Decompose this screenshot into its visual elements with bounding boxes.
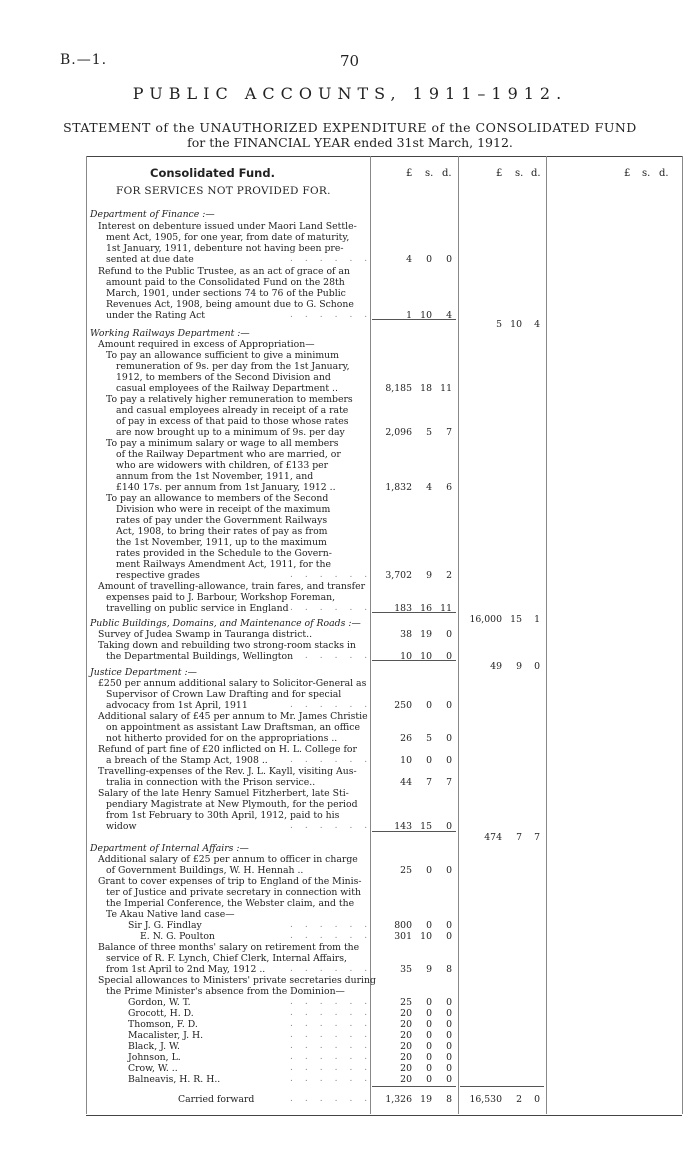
amount-shillings: 7	[516, 832, 522, 843]
amount-pounds: 4	[406, 254, 412, 265]
line-item: widow	[106, 821, 137, 832]
line-item: are now brought up to a minimum of 9s. per day	[116, 427, 345, 438]
subtotal-rule	[460, 1086, 544, 1087]
line-item: amount paid to the Consolidated Fund on the 28th	[106, 277, 345, 288]
line-item: Refund to the Public Trustee, as an act of grace of an	[98, 266, 350, 277]
department-heading: Department of Internal Affairs :—	[90, 843, 249, 854]
column-divider	[546, 156, 547, 1114]
amount-pence: 0	[534, 661, 540, 672]
amount-shillings: 0	[426, 1074, 432, 1085]
line-item: who are widowers with children, of £133 per	[116, 460, 329, 471]
line-item: Crow, W. ..	[128, 1063, 178, 1074]
department-heading: Public Buildings, Domains, and Maintenance of Roads :—	[90, 618, 361, 629]
amount-shillings: 0	[426, 920, 432, 931]
line-item: Thomson, F. D.	[128, 1019, 198, 1030]
amount-pence: 0	[446, 629, 452, 640]
amount-pounds: 20	[400, 1008, 412, 1019]
amount-pounds: 16,000	[469, 614, 502, 625]
line-item: the Imperial Conference, the Webster claim, and the	[106, 898, 355, 909]
line-item: ter of Justice and private secretary in connection with	[106, 887, 361, 898]
amount-shillings: 0	[426, 1041, 432, 1052]
line-item: Macalister, J. H.	[128, 1030, 204, 1041]
line-item: March, 1901, under sections 74 to 76 of the Public	[106, 288, 346, 299]
pence-header: d.	[442, 168, 452, 179]
pound-header: £	[624, 168, 631, 179]
line-item: sented at due date	[106, 254, 194, 265]
line-item: £140 17s. per annum from 1st January, 1912 ..	[116, 482, 336, 493]
amount-pence: 0	[446, 1063, 452, 1074]
line-item: of pay in excess of that paid to those whose rates	[116, 416, 349, 427]
subtotal-rule	[372, 1086, 456, 1087]
line-item: Special allowances to Ministers' private secretaries during	[98, 975, 376, 986]
amount-pounds: 25	[400, 865, 412, 876]
amount-pounds: 20	[400, 1074, 412, 1085]
amount-shillings: 15	[510, 614, 522, 625]
amount-pence: 7	[446, 777, 452, 788]
line-item: Division who were in receipt of the maximum	[116, 504, 331, 515]
amount-pounds: 20	[400, 1063, 412, 1074]
department-heading: Department of Finance :—	[90, 209, 215, 220]
amount-pounds: 35	[400, 964, 412, 975]
table-subheading: FOR SERVICES NOT PROVIDED FOR.	[116, 185, 331, 197]
amount-pence: 0	[446, 733, 452, 744]
line-item: travelling on public service in England	[106, 603, 289, 614]
amount-shillings: 10	[510, 319, 522, 330]
line-item: To pay an allowance to members of the Second	[106, 493, 329, 504]
amount-pence: 6	[446, 482, 452, 493]
line-item: Additional salary of £45 per annum to Mr. James Christie	[98, 711, 368, 722]
page-number: 70	[340, 52, 360, 70]
line-item: a breach of the Stamp Act, 1908 ..	[106, 755, 268, 766]
amount-shillings: 10	[420, 931, 432, 942]
amount-shillings: 0	[426, 997, 432, 1008]
amount-shillings: 5	[426, 733, 432, 744]
line-item: tralia in connection with the Prison service..	[106, 777, 316, 788]
line-item: of the Railway Department who are married, or	[116, 449, 341, 460]
amount-pence: 0	[446, 821, 452, 832]
amount-pence: 0	[446, 1008, 452, 1019]
shilling-header: s.	[425, 168, 434, 179]
statement-title: STATEMENT of the UNAUTHORIZED EXPENDITURE of the CONSOLIDATED FUND	[63, 120, 637, 135]
table-border-right	[682, 156, 683, 1114]
table-border-left	[86, 156, 87, 1114]
amount-pence: 7	[534, 832, 540, 843]
line-item: the Departmental Buildings, Wellington	[106, 651, 294, 662]
line-item: on appointment as assistant Law Draftsman, an office	[106, 722, 360, 733]
amount-pounds: 301	[394, 931, 412, 942]
amount-pounds: 5	[496, 319, 502, 330]
line-item: annum from the 1st November, 1911, and	[116, 471, 314, 482]
amount-pounds: 20	[400, 1041, 412, 1052]
amount-pounds: 25	[400, 997, 412, 1008]
line-item: expenses paid to J. Barbour, Workshop Foreman,	[106, 592, 336, 603]
line-item: Carried forward	[178, 1094, 255, 1105]
amount-shillings: 0	[426, 1063, 432, 1074]
line-item: Refund of part fine of £20 inflicted on H. L. College for	[98, 744, 357, 755]
amount-pence: 0	[446, 865, 452, 876]
line-item: respective grades	[116, 570, 200, 581]
column-divider	[458, 156, 459, 1114]
leader-dots: ......	[290, 1008, 380, 1018]
line-item: To pay an allowance sufficient to give a minimum	[106, 350, 339, 361]
line-item: E. N. G. Poulton	[140, 931, 215, 942]
amount-pounds: 1,326	[385, 1094, 412, 1105]
line-item: of Government Buildings, W. H. Hennah ..	[106, 865, 304, 876]
line-item: remuneration of 9s. per day from the 1st January,	[116, 361, 350, 372]
line-item: ment Act, 1905, for one year, from date of maturity,	[106, 232, 350, 243]
line-item: rates provided in the Schedule to the Govern-	[116, 548, 332, 559]
amount-pounds: 10	[400, 651, 412, 662]
line-item: Balance of three months' salary on retirement from the	[98, 942, 360, 953]
amount-shillings: 15	[420, 821, 432, 832]
amount-pounds: 2,096	[385, 427, 412, 438]
shilling-header: s.	[515, 168, 524, 179]
statement-subtitle: for the FINANCIAL YEAR ended 31st March, 1912.	[187, 135, 513, 150]
department-heading: Justice Department :—	[90, 667, 197, 678]
amount-shillings: 19	[420, 629, 432, 640]
shilling-header: s.	[642, 168, 651, 179]
page-title: PUBLIC ACCOUNTS, 1911–1912.	[132, 84, 568, 103]
line-item: Sir J. G. Findlay	[128, 920, 202, 931]
amount-pence: 0	[446, 920, 452, 931]
line-item: Grocott, H. D.	[128, 1008, 194, 1019]
amount-pounds: 250	[394, 700, 412, 711]
amount-pence: 11	[440, 603, 452, 614]
leader-dots: ......	[290, 700, 380, 710]
leader-dots: ......	[290, 920, 380, 930]
pound-header: £	[496, 168, 503, 179]
amount-pounds: 800	[394, 920, 412, 931]
amount-pence: 0	[446, 1030, 452, 1041]
amount-pounds: 49	[490, 661, 502, 672]
page-ref: B.—1.	[60, 52, 108, 68]
amount-shillings: 18	[420, 383, 432, 394]
amount-pounds: 38	[400, 629, 412, 640]
leader-dots: ......	[290, 931, 380, 941]
pound-header: £	[406, 168, 413, 179]
amount-shillings: 9	[516, 661, 522, 672]
leader-dots: ......	[290, 755, 380, 765]
table-heading: Consolidated Fund.	[150, 166, 275, 180]
amount-pounds: 10	[400, 755, 412, 766]
leader-dots: ......	[290, 1094, 380, 1104]
amount-shillings: 0	[426, 700, 432, 711]
line-item: Revenues Act, 1908, being amount due to G. Schone	[106, 299, 354, 310]
amount-pence: 7	[446, 427, 452, 438]
line-item: Te Akau Native land case—	[106, 909, 235, 920]
leader-dots: ......	[290, 1019, 380, 1029]
line-item: pendiary Magistrate at New Plymouth, for the period	[106, 799, 358, 810]
amount-pounds: 1,832	[385, 482, 412, 493]
amount-pounds: 20	[400, 1030, 412, 1041]
amount-shillings: 0	[426, 865, 432, 876]
leader-dots: ......	[290, 603, 380, 613]
amount-pence: 0	[446, 755, 452, 766]
line-item: Amount of travelling-allowance, train fares, and transfer	[98, 581, 366, 592]
amount-pence: 1	[534, 614, 540, 625]
leader-dots: ......	[290, 1052, 380, 1062]
line-item: 1912, to members of the Second Division and	[116, 372, 331, 383]
amount-pounds: 8,185	[385, 383, 412, 394]
amount-pence: 0	[446, 997, 452, 1008]
amount-shillings: 7	[426, 777, 432, 788]
amount-pence: 0	[446, 1019, 452, 1030]
line-item: Amount required in excess of Appropriation—	[98, 339, 315, 350]
amount-pence: 8	[446, 964, 452, 975]
amount-pounds: 20	[400, 1052, 412, 1063]
leader-dots: ......	[290, 254, 380, 264]
pence-header: d.	[531, 168, 541, 179]
amount-pounds: 183	[394, 603, 412, 614]
line-item: not hitherto provided for on the appropriations ..	[106, 733, 338, 744]
line-item: from 1st February to 30th April, 1912, paid to his	[106, 810, 340, 821]
line-item: 1st January, 1911, debenture not having been pre-	[106, 243, 344, 254]
line-item: and casual employees already in receipt of a rate	[116, 405, 349, 416]
leader-dots: ......	[290, 1074, 380, 1084]
line-item: Gordon, W. T.	[128, 997, 191, 1008]
amount-shillings: 0	[426, 1008, 432, 1019]
amount-shillings: 0	[426, 254, 432, 265]
line-item: Additional salary of £25 per annum to officer in charge	[98, 854, 358, 865]
line-item: £250 per annum additional salary to Solicitor-General as	[98, 678, 367, 689]
amount-shillings: 5	[426, 427, 432, 438]
line-item: under the Rating Act	[106, 310, 206, 321]
leader-dots: ......	[290, 1030, 380, 1040]
line-item: To pay a minimum salary or wage to all members	[106, 438, 339, 449]
amount-pence: 4	[446, 310, 452, 321]
amount-pence: 0	[446, 1074, 452, 1085]
department-heading: Working Railways Department :—	[90, 328, 250, 339]
line-item: the 1st November, 1911, up to the maximum	[116, 537, 327, 548]
amount-pounds: 143	[394, 821, 412, 832]
amount-pence: 2	[446, 570, 452, 581]
amount-shillings: 10	[420, 651, 432, 662]
amount-pence: 0	[446, 1041, 452, 1052]
amount-pence: 0	[446, 651, 452, 662]
line-item: the Prime Minister's absence from the Dominion—	[106, 986, 345, 997]
line-item: Interest on debenture issued under Maori Land Settle-	[98, 221, 357, 232]
leader-dots: ......	[290, 821, 380, 831]
amount-pounds: 474	[484, 832, 502, 843]
amount-shillings: 16	[420, 603, 432, 614]
amount-pence: 0	[446, 931, 452, 942]
line-item: Grant to cover expenses of trip to England of the Minis-	[98, 876, 362, 887]
amount-shillings: 10	[420, 310, 432, 321]
amount-pence: 0	[446, 700, 452, 711]
amount-shillings: 0	[426, 1052, 432, 1063]
line-item: ment Railways Amendment Act, 1911, for the	[116, 559, 331, 570]
leader-dots: ......	[290, 570, 380, 580]
line-item: advocacy from 1st April, 1911	[106, 700, 248, 711]
line-item: Act, 1908, to bring their rates of pay as from	[116, 526, 328, 537]
leader-dots: ......	[290, 964, 380, 974]
amount-pence: 0	[446, 1052, 452, 1063]
line-item: from 1st April to 2nd May, 1912 ..	[106, 964, 266, 975]
line-item: service of R. F. Lynch, Chief Clerk, Internal Affairs,	[106, 953, 347, 964]
line-item: Salary of the late Henry Samuel Fitzherbert, late Sti-	[98, 788, 349, 799]
line-item: rates of pay under the Government Railways	[116, 515, 328, 526]
leader-dots: ......	[290, 1041, 380, 1051]
amount-pence: 11	[440, 383, 452, 394]
leader-dots: ......	[290, 651, 380, 661]
amount-pence: 8	[446, 1094, 452, 1105]
amount-shillings: 2	[516, 1094, 522, 1105]
amount-shillings: 9	[426, 570, 432, 581]
amount-shillings: 9	[426, 964, 432, 975]
amount-pence: 0	[446, 254, 452, 265]
amount-pounds: 44	[400, 777, 412, 788]
amount-shillings: 4	[426, 482, 432, 493]
amount-pounds: 16,530	[469, 1094, 502, 1105]
pence-header: d.	[659, 168, 669, 179]
line-item: Survey of Judea Swamp in Tauranga district..	[98, 629, 313, 640]
amount-pence: 0	[534, 1094, 540, 1105]
amount-pence: 4	[534, 319, 540, 330]
leader-dots: ......	[290, 1063, 380, 1073]
line-item: Balneavis, H. R. H..	[128, 1074, 221, 1085]
line-item: casual employees of the Railway Department ..	[116, 383, 338, 394]
amount-pounds: 3,702	[385, 570, 412, 581]
amount-shillings: 0	[426, 755, 432, 766]
leader-dots: ......	[290, 997, 380, 1007]
line-item: Supervisor of Crown Law Drafting and for special	[106, 689, 342, 700]
amount-pounds: 20	[400, 1019, 412, 1030]
amount-shillings: 19	[420, 1094, 432, 1105]
amount-shillings: 0	[426, 1019, 432, 1030]
line-item: Johnson, L.	[128, 1052, 181, 1063]
line-item: Black, J. W.	[128, 1041, 180, 1052]
line-item: To pay a relatively higher remuneration to members	[106, 394, 353, 405]
amount-shillings: 0	[426, 1030, 432, 1041]
leader-dots: ......	[290, 310, 380, 320]
line-item: Travelling-expenses of the Rev. J. L. Kayll, visiting Aus-	[98, 766, 357, 777]
amount-pounds: 1	[406, 310, 412, 321]
line-item: Taking down and rebuilding two strong-room stacks in	[98, 640, 356, 651]
amount-pounds: 26	[400, 733, 412, 744]
